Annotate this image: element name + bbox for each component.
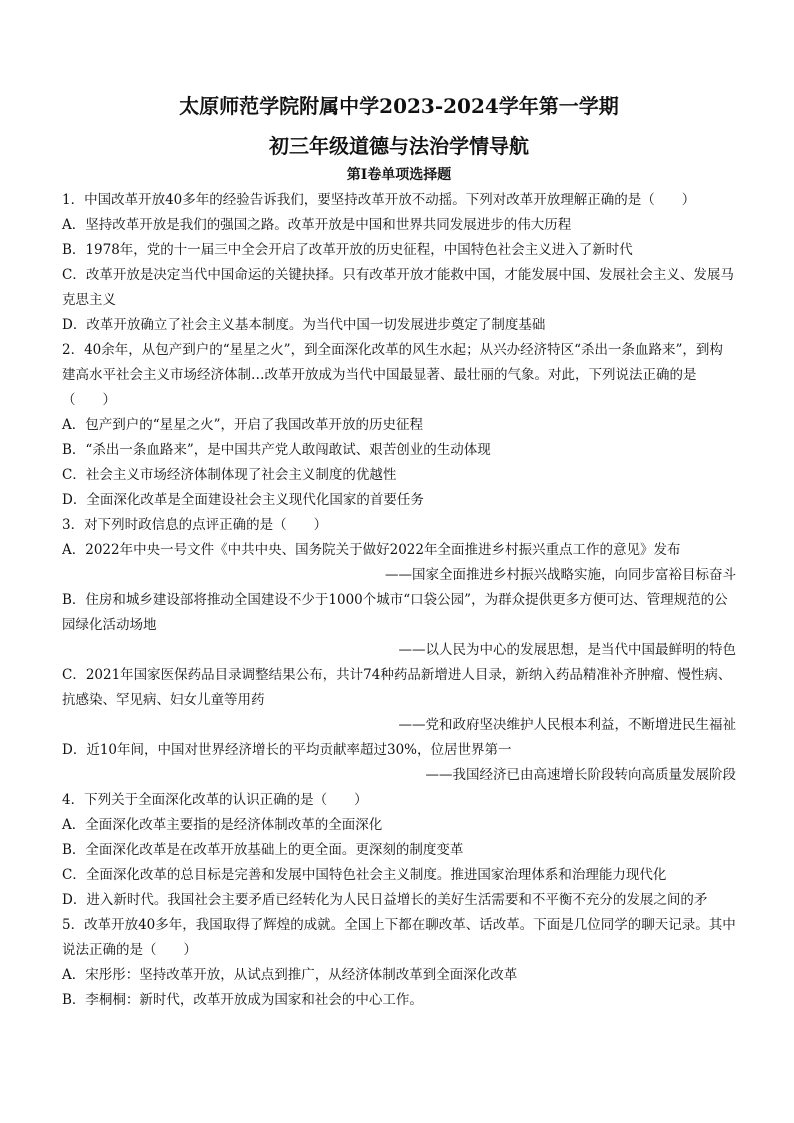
question-stem: 2．40余年，从包产到户的“星星之火”，到全面深化改革的风生水起；从兴办经济特区“杀出一条血路来”，到构建高水平社会主义市场经济体制…改革开放成为当代中国最显著、最壮丽的气象。对此，下列说法正确的是（ ） [62, 342, 723, 408]
option-b-comment: ——以人民为中心的发展思想，是当代中国最鲜明的特色 [398, 642, 736, 658]
question-5 [62, 913, 736, 1013]
option-a: A．2022年中央一号文件《中共中央、国务院关于做好2022年全面推进乡村振兴重点工作的意见》发布 [62, 542, 681, 558]
option-d: D．近10年间，中国对世界经济增长的平均贡献率超过30%，位居世界第一 [62, 742, 512, 758]
option-c-comment: ——党和政府坚决维护人民根本利益，不断增进民生福祉 [398, 717, 736, 733]
option-d: D．全面深化改革是全面建设社会主义现代化国家的首要任务 [62, 492, 424, 508]
option-a: A．包产到户的“星星之火”，开启了我国改革开放的历史征程 [62, 417, 424, 433]
option-a: A．宋彤彤：坚持改革开放，从试点到推广，从经济体制改革到全面深化改革 [62, 967, 518, 983]
question-stem: 1．中国改革开放40多年的经验告诉我们，要坚持改革开放不动摇。下列对改革开放理解正确的是（ ） [62, 192, 696, 208]
option-a: A．坚持改革开放是我们的强国之路。改革开放是中国和世界共同发展进步的伟大历程 [62, 217, 572, 233]
document-title: 太原师范学院附属中学2023-2024学年第一学期 [179, 94, 619, 118]
question-stem: 5．改革开放40多年，我国取得了辉煌的成就。全国上下都在聊改革、话改革。下面是几位同学的聊天记录。其中说法正确的是（ ） [62, 917, 736, 958]
option-b: B．“杀出一条血路来”，是中国共产党人敢闯敢试、艰苦创业的生动体现 [62, 442, 491, 458]
question-4 [62, 788, 736, 913]
question-3 [62, 513, 736, 788]
option-b: B．李桐桐：新时代，改革开放成为国家和社会的中心工作。 [62, 992, 423, 1008]
option-c: C．改革开放是决定当代中国命运的关键抉择。只有改革开放才能救中国，才能发展中国、发展社会主义、发展马克思主义 [62, 267, 734, 308]
option-a-comment: ——国家全面推进乡村振兴战略实施，向同步富裕目标奋斗 [385, 567, 736, 583]
option-c: C．全面深化改革的总目标是完善和发展中国特色社会主义制度。推进国家治理体系和治理能力现代化 [62, 867, 667, 883]
option-d: D．进入新时代。我国社会主要矛盾已经转化为人民日益增长的美好生活需要和不平衡不充分的发展之间的矛 [62, 892, 708, 908]
question-1 [62, 188, 736, 338]
option-a: A．全面深化改革主要指的是经济体制改革的全面深化 [62, 817, 383, 833]
option-b: B．住房和城乡建设部将推动全国建设不少于1000个城市“口袋公园”，为群众提供更多方便可达、管理规范的公园绿化活动场地 [62, 592, 728, 633]
option-c: C．2021年国家医保药品目录调整结果公布，共计74种药品新增进人目录，新纳入药品精准补齐肿瘤、慢性病、抗感染、罕见病、妇女儿童等用药 [62, 667, 732, 708]
question-stem: 3．对下列时政信息的点评正确的是（ ） [62, 517, 328, 533]
question-2 [62, 338, 736, 513]
option-c: C．社会主义市场经济体制体现了社会主义制度的优越性 [62, 467, 397, 483]
option-d-comment: ——我国经济已由高速增长阶段转向高质量发展阶段 [425, 767, 736, 783]
document-subtitle: 初三年级道德与法治学情导航 [269, 134, 529, 158]
section-heading: 第I卷单项选择题 [346, 167, 452, 183]
option-b: B．1978年，党的十一届三中全会开启了改革开放的历史征程，中国特色社会主义进入了新时代 [62, 242, 633, 258]
question-stem: 4．下列关于全面深化改革的认识正确的是（ ） [62, 792, 368, 808]
option-b: B．全面深化改革是在改革开放基础上的更全面。更深刻的制度变革 [62, 842, 464, 858]
option-d: D．改革开放确立了社会主义基本制度。为当代中国一切发展进步奠定了制度基础 [62, 317, 546, 333]
